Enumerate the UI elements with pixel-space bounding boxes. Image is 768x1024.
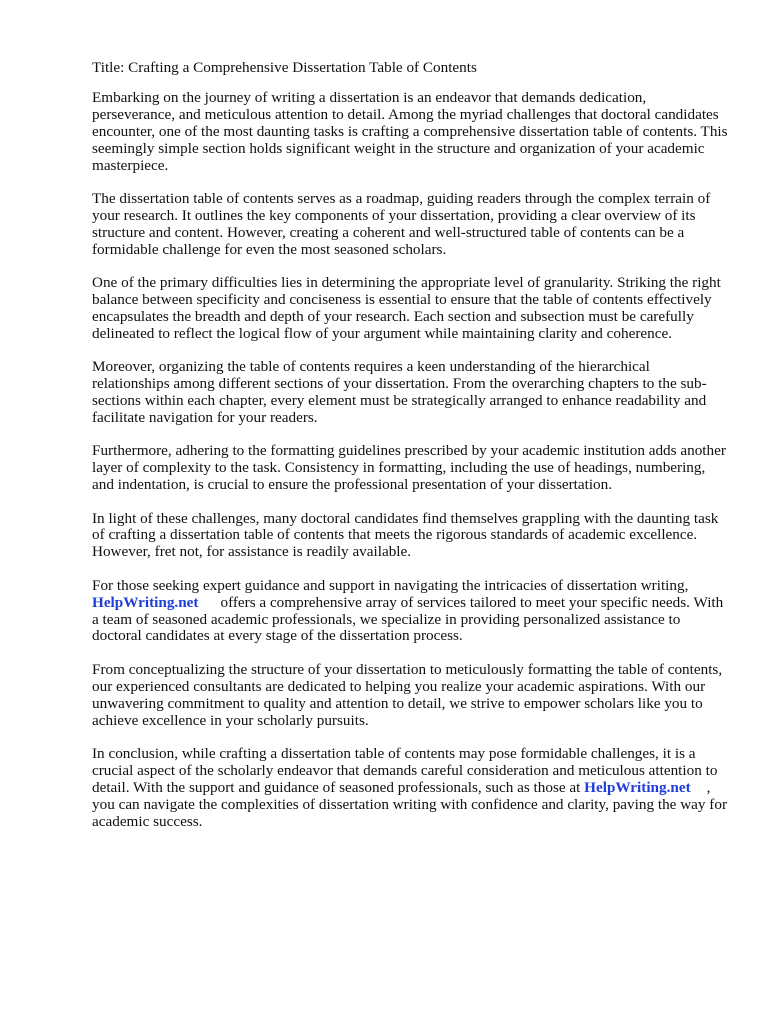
paragraph-conclusion xyxy=(92,746,728,831)
paragraph-conclusion-text-after: , you can navigate the complexities of dissertation writing with confidence and clarity, paving the way for academic success. xyxy=(92,778,728,830)
paragraph-services xyxy=(92,578,728,646)
helpwriting-link[interactable]: HelpWriting.net xyxy=(584,778,691,796)
paragraph-services-text-after: offers a comprehensive array of services tailored to meet your specific needs. With a team of seasoned academic professionals, we specialize in providing personalized assistance to doctoral candidates at every stage of the dissertation process. xyxy=(92,593,724,645)
paragraph-roadmap: The dissertation table of contents serves as a roadmap, guiding readers through the complex terrain of your research. It outlines the key components of your dissertation, providing a clear overview of its structure and content. However, creating a coherent and well-structured table of contents can be a formidable challenge for even the most seasoned scholars. xyxy=(92,189,711,258)
helpwriting-link[interactable]: HelpWriting.net xyxy=(92,593,199,611)
paragraph-hierarchy: Moreover, organizing the table of contents requires a keen understanding of the hierarchical relationships among different sections of your dissertation. From the overarching chapters to the sub-sections within each chapter, every element must be strategically arranged to enhance readability and facilitate navigation for your readers. xyxy=(92,358,707,426)
paragraph-granularity: One of the primary difficulties lies in determining the appropriate level of granularity. Striking the right balance between specificity and conciseness is essential to ensure that the table of contents effectively encapsulates the breadth and depth of your research. Each section and subsection must be carefully delineated to reflect the logical flow of your argument while maintaining clarity and coherence. xyxy=(92,274,721,342)
paragraph-challenges: In light of these challenges, many doctoral candidates find themselves grappling with the daunting task of crafting a dissertation table of contents that meets the rigorous standards of academic excellence. However, fret not, for assistance is readily available. xyxy=(92,509,719,561)
paragraph-formatting: Furthermore, adhering to the formatting guidelines prescribed by your academic institution adds another layer of complexity to the task. Consistency in formatting, including the use of headings, numbering, and indentation, is crucial to ensure the professional presentation of your dissertation. xyxy=(92,442,726,494)
document-page xyxy=(92,60,728,847)
document-title: Title: Crafting a Comprehensive Dissertation Table of Contents xyxy=(92,59,477,76)
paragraph-consultants: From conceptualizing the structure of your dissertation to meticulously formatting the table of contents, our experienced consultants are dedicated to helping you realize your academic aspirations. With our unwavering commitment to quality and attention to detail, we strive to empower scholars like you to achieve excellence in your scholarly pursuits. xyxy=(92,660,723,729)
paragraph-intro: Embarking on the journey of writing a dissertation is an endeavor that demands dedication, perseverance, and meticulous attention to detail. Among the myriad challenges that doctoral candidates encounter, one of the most daunting tasks is crafting a comprehensive dissertation table of contents. This seemingly simple section holds significant weight in the structure and organization of your academic masterpiece. xyxy=(92,88,728,174)
paragraph-services-text-before: For those seeking expert guidance and support in navigating the intricacies of dissertation writing, xyxy=(92,576,689,594)
paragraph-conclusion-text-before: In conclusion, while crafting a dissertation table of contents may pose formidable challenges, it is a crucial aspect of the scholarly endeavor that demands careful consideration and meticulous attention to detail. With the support and guidance of seasoned professionals, such as those at xyxy=(92,745,718,796)
